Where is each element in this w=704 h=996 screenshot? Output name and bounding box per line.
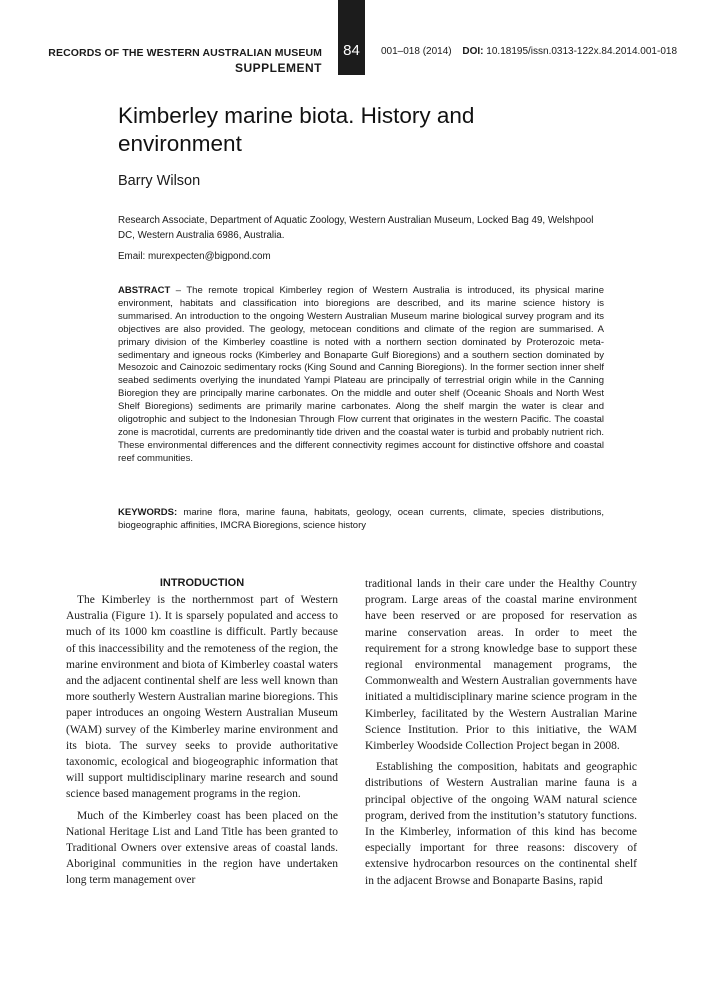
issue-number-badge [338,0,365,75]
keywords-text: marine flora, marine fauna, habitats, geology, ocean currents, climate, species distributions, biogeographic affinities, IMCRA Bioregions, science history [118,507,604,531]
body-paragraph: Establishing the composition, habitats and geographic distributions of Western Australian marine fauna is a principal objective of the ongoing WAM natural science program, derived from the institution’s statutory functions. In the Kimberley, information of this kind has become especially important for three reasons: discovery of extensive hydrocarbon resources on the continental shelf in the adjacent Browse and Bonaparte Basins, rapid [365,761,637,887]
journal-name: RECORDS OF THE WESTERN AUSTRALIAN MUSEUM [48,47,322,59]
doi-label: DOI: [462,46,484,57]
article-title: Kimberley marine biota. History and environment [118,103,475,156]
doi-link[interactable]: 10.18195/issn.0313-122x.84.2014.001-018 [486,46,678,57]
body-paragraph: traditional lands in their care under the Healthy Country program. Large areas of the coastal marine environment have been reserved or are proposed for reservation as marine conservation areas. In order to meet the requirement for a strong knowledge base to support these regional environmental management programs, the Commonwealth and Western Australian governments have initiated a multidisciplinary marine science program in the Kimberley, facilitated by the Western Australian Marine Science Institution. Prior to this initiative, the WAM Kimberley Woodside Collection Project began in 2008. [365,578,637,753]
keywords-label: KEYWORDS: [118,507,178,518]
abstract-label: ABSTRACT [118,285,171,296]
body-paragraph: Much of the Kimberley coast has been placed on the National Heritage List and Land Title has been granted to Traditional Owners over extensive areas of coastal lands. Aboriginal communities in the region have undertaken long term management over [66,809,338,887]
section-heading-introduction: INTRODUCTION [159,577,245,589]
author-email[interactable]: Email: murexpecten@bigpond.com [118,251,271,262]
body-paragraph: The Kimberley is the northernmost part of Western Australia (Figure 1). It is sparsely populated and access to much of its 1000 km coastline is difficult. Partly because of this inaccessibility and the remoteness of the region, the marine environment and biota of Kimberley coastal waters and the adjacent continental shelf are less well known than more southerly Western Australian marine bioregions. This paper introduces an ongoing Western Australian Museum (WAM) survey of the Kimberley marine environment and its biota. The survey seeks to provide authoritative taxonomic, ecological and biogeographic information that will support multidisciplinary marine research and sound science based management programs in the region. [66,594,338,801]
abstract-text: – The remote tropical Kimberley region of Western Australia is introduced, its physical marine environment, habitats and classification into bioregions are described, and its marine science history is summarised. An introduction to the ongoing Western Australian Museum marine biological survey program and its objectives are also provided. The geology, metocean conditions and climate of the region are summarised. A primary division of the Kimberley coastline is noted with a northern section dominated by Proterozoic meta-sedimentary and igneous rocks (Kimberley and Bonaparte Gulf Bioregions) and a southern section dominated by Mesozoic and Cainozoic sedimentary rocks (King Sound and Canning Bioregions). In the former section inner shelf seabed sediments overlying the inundated Yampi Plateau are principally of terrestrial origin while in the Canning Bioregion they are principally marine carbonates. On the middle and outer shelf (Oceanic Shoals and North West Shelf Bioregions) sediments are primarily marine carbonates. Along the shelf margin the water is clear and oligotrophic and subject to the Indonesian Through Flow current that originates in the western Pacific. The coastal zone is macrotidal, currents are predominantly tide driven and the coastal water is turbid and probably nutrient rich. These environmental differences and the different connectivity regimes account for distinctive offshore and coastal reef communities. [118,285,604,464]
citation-header [381,46,677,57]
body-column-left [66,576,338,889]
abstract [118,285,604,466]
issue-number: 84 [343,42,360,59]
author-affiliation: Research Associate, Department of Aquatic Zoology, Western Australian Museum, Locked Bag 49, Welshpool DC, Western Australia 6986, Australia. [118,215,594,241]
keywords [118,506,604,532]
page-range: 001–018 (2014) [381,46,452,57]
supplement-label: SUPPLEMENT [234,61,322,75]
body-column-right [365,576,637,889]
journal-header [48,46,322,76]
author-name: Barry Wilson [118,173,201,189]
